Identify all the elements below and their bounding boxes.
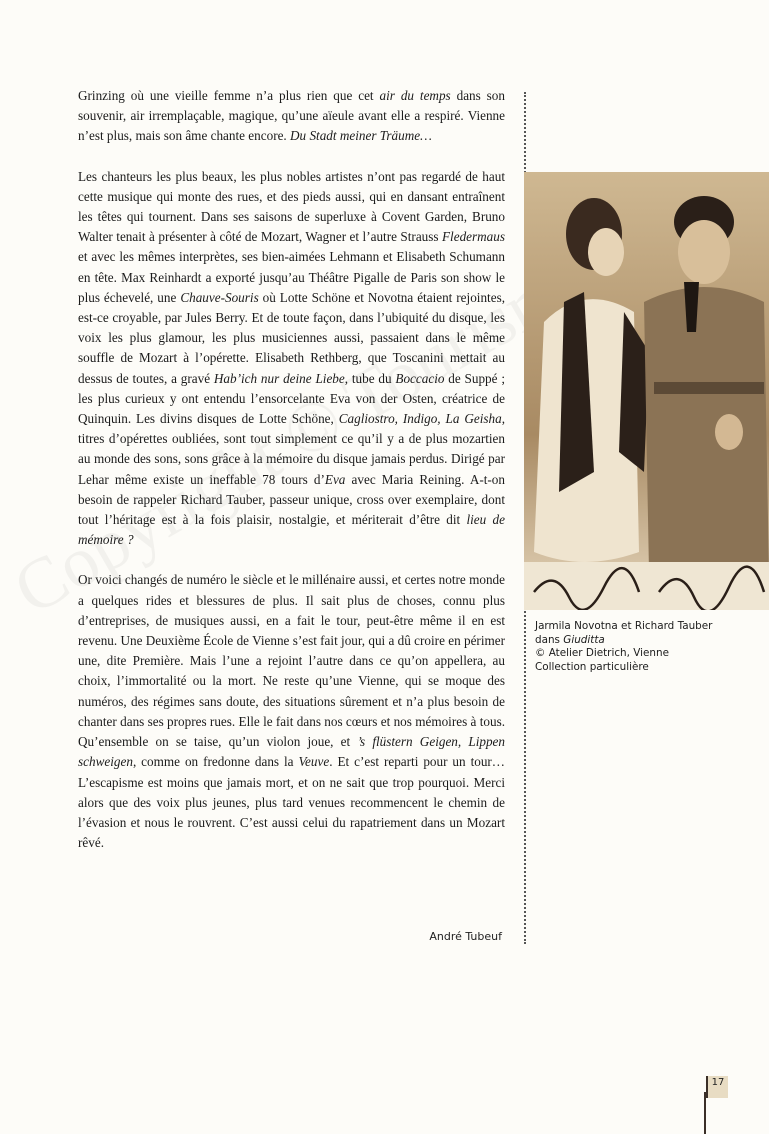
article-body <box>78 86 505 873</box>
photograph <box>524 172 769 610</box>
italic-text: ’s flüstern Geigen, Lippen schweigen <box>78 734 505 770</box>
italic-text: Du Stadt meiner Träume… <box>290 128 432 144</box>
italic-text: Fledermaus <box>442 229 505 245</box>
italic-text: Eva <box>324 471 346 487</box>
caption-line-4: Collection particulière <box>535 660 649 673</box>
text-run: où Lotte Schöne et Novotna étaient rejointes, est-ce croyable, par Jules Berry. Et de toute façon, dans l’ubiquité du disque, les voix les plus glamour, les plus musiciennes aussi, passaient dans le même souffle de Mozart à l’opérette. Elisabeth Rethberg, que Toscanini mettait au dessus de toutes, a gravé <box>78 289 505 386</box>
italic-text: Cagliostro, Indigo, La Geisha <box>338 411 502 427</box>
text-run: et avec les mêmes interprètes, ses bien-aimées Lehmann et Elisabeth Schumann en tête. Max Reinhardt a exporté jusqu’au Théâtre Pigalle de Paris son show le plus échevelé, une <box>78 249 505 305</box>
italic-text: Boccacio <box>395 370 445 386</box>
text-run: , comme on fredonne dans la <box>132 754 299 770</box>
caption-opera-title: Giuditta <box>563 633 605 646</box>
photo-illustration <box>524 172 769 610</box>
text-run: avec Maria Reining. A-t-on besoin de rappeler Richard Tauber, passeur unique, cross over exemplaire, dont tout l’héritage est à la fois plaisir, nostalgie, et mériterait d’être dit <box>78 471 505 528</box>
italic-text: air du temps <box>379 88 451 103</box>
italic-text: Veuve <box>298 754 330 770</box>
caption-line-2 <box>535 634 765 648</box>
text-run: , titres d’opérettes oubliées, sont tout simplement ce qu’il y a de plus mozartien au monde des sons, sons grâce à la mémoire du disque jamais perdus. Dirigé par Lehar même existe un ineffable 78 tours d’ <box>78 411 506 487</box>
text-run: Les chanteurs les plus beaux, les plus nobles artistes n’ont pas regardé de haut cette musique qui monte des rues, et des pieds aussi, qui en dansant entraînent les têtes qui tournent. Dans ses saisons de superluxe à Covent Garden, Bruno Walter tenait à présenter à côté de Mozart, Wagner et l’autre Strauss <box>78 168 505 245</box>
text-run: , tube du <box>344 370 396 386</box>
text-run: dans son souvenir, air irremplaçable, magique, qu’une aïeule avant elle a respiré. Vienne n’est plus, mais son âme chante encore. <box>78 88 505 144</box>
photo-caption <box>535 620 765 674</box>
author-signature: André Tubeuf <box>429 930 502 943</box>
page-edge-rule <box>704 1092 706 1134</box>
italic-text: Hab’ich nur deine Liebe <box>213 370 345 386</box>
caption-line-3: © Atelier Dietrich, Vienne <box>535 647 669 660</box>
text-run: de Suppé ; les plus curieux y ont entendu l’ensorcelante Eva von der Osten, créatrice de Quinquin. Les divins disques de Lotte Schöne, <box>78 370 505 427</box>
text-run: Or voici changés de numéro le siècle et le millénaire aussi, et certes notre monde a quelques rides et blessures de plus. Il sait plus de choses, connu plus d’entreprises, de musiques aussi, en a fait le tour, peut-être même il en est revenu. Une Deuxième École de Vienne s’est fait jour, qui a dû croire en périmer une, dite Première. Mais l’une a rejoint l’autre dans ce qu’on appellera, au choix, l’immortalité ou la mort. Ne reste qu’une Vienne, qui se moque des numéros, des régimes sans doute, des situations sûrement et n’a plus besoin de chanter dans ses propres rues. Elle le fait dans nos cœurs et nos mémoires à tous. Qu’ensemble on se taise, qu’un violon joue, et <box>78 572 505 750</box>
paragraph-3 <box>78 570 505 853</box>
paragraph-2 <box>78 167 505 551</box>
paragraph-1 <box>78 86 505 147</box>
italic-text: Chauve-Souris <box>180 289 259 305</box>
text-run: Grinzing où une vieille femme n’a plus rien que cet <box>78 88 380 103</box>
text-run: . Et c’est reparti pour un tour… L’escapisme est moins que jamais mort, et on ne sait que trop pourquoi. Merci alors que des voix plus jeunes, plus tard venues recommencent le chemin de l’évasion et nous le rouvrent. C’est aussi celui du rapatriement dans un Mozart rêvé. <box>78 754 505 851</box>
caption-line-1: Jarmila Novotna et Richard Tauber <box>535 620 713 632</box>
italic-text: lieu de mémoire ? <box>78 512 505 548</box>
page-number: 17 <box>706 1076 728 1098</box>
caption-prefix: dans <box>535 633 564 646</box>
